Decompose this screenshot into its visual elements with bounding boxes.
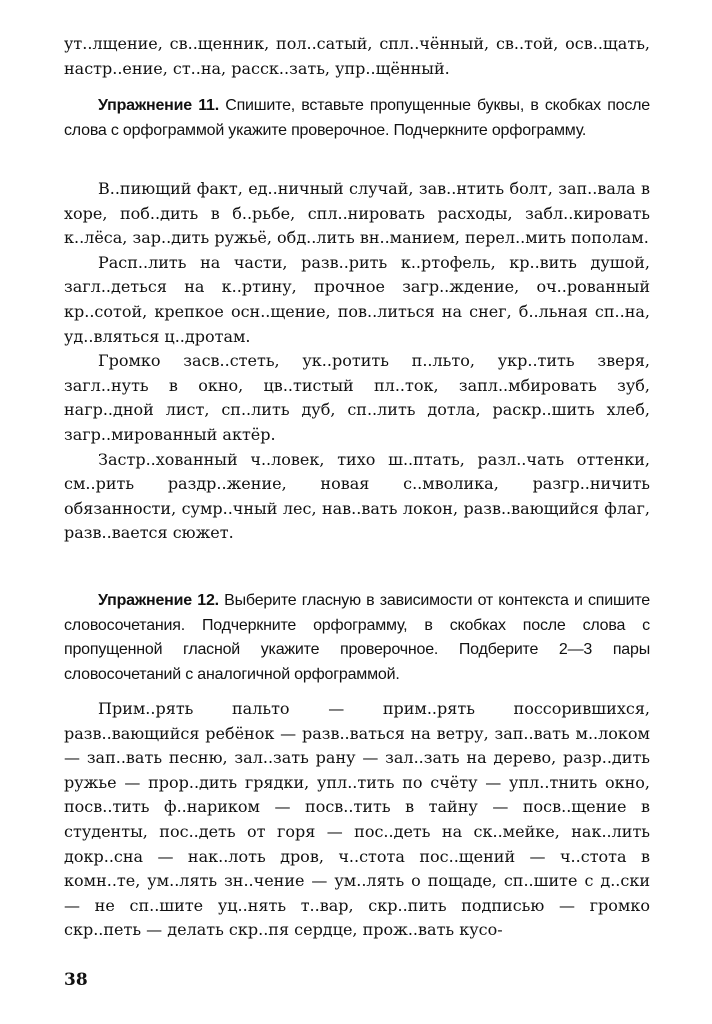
- exercise-12-paragraph-1: Прим..рять пальто — прим..рять поссорившихся, разв..вающийся ребёнок — разв..ваться на ветру, зап..вать м..локом — зап..вать песню, зал..зать рану — зал..зать на дерево, разр..дить ружье — прор..дить грядки, упл..тить по счёту — упл..тнить окно, посв..тить ф..нариком — посв..тить в тайну — посв..щение в студенты, пос..деть от горя — пос..деть на ск..мейке, нак..лить докр..сна — нак..лоть дров, ч..стота пос..щений — ч..стота в комн..те, ум..лять зн..чение — ум..лять о пощаде, сп..шите с д..ски — не сп..шите уц..нять т..вар, скр..пить подписью — громко скр..петь — делать скр..пя сердце, прож..вать кусо-: [64, 699, 650, 940]
- exercise-12-label: Упражнение 12.: [98, 592, 219, 609]
- page-number: 38: [64, 970, 88, 990]
- continued-paragraph-text: ут..лщение, св..щенник, пол..сатый, спл..чённый, св..той, осв..щать, настр..ение, ст..на, расск..зать, упр..щённый.: [64, 34, 650, 78]
- exercise-11-heading: [64, 94, 650, 143]
- exercise-11-paragraph-4: Застр..хованный ч..ловек, тихо ш..птать, разл..чать оттенки, см..рить раздр..жение, новая с..мволика, разгр..ничить обязанности, сумр..чный лес, нав..вать локон, разв..вающийся флаг, разв..вается сюжет.: [64, 449, 650, 543]
- exercise-12-body: [64, 697, 650, 943]
- exercise-12-instruction-paragraph: [64, 589, 650, 687]
- exercise-11-instruction-paragraph: [64, 94, 650, 143]
- exercise-11-paragraph-3: Громко засв..стеть, ук..ротить п..льто, укр..тить зверя, загл..нуть в окно, цв..тистый пл..ток, запл..мбировать зуб, нагр..дной лист, сп..лить дуб, сп..лить дотла, раскр..шить хлеб, загр..мированный актёр.: [64, 351, 650, 444]
- exercise-11-instruction: Спишите, вставьте пропущенные буквы, в скобках после слова с орфограммой укажите проверочное. Подчеркните орфограмму.: [64, 97, 650, 139]
- exercise-12-instruction: Выберите гласную в зависимости от контекста и спишите словосочетания. Подчеркните орфограмму, в скобках после слова с пропущенной гласной укажите проверочное. Подберите 2—3 пары словосочетаний с аналогичной орфограммой.: [64, 592, 650, 683]
- exercise-11-paragraph-1: В..пиющий факт, ед..ничный случай, зав..нтить болт, зап..вала в хоре, поб..дить в б..рьбе, спл..нировать расходы, забл..кировать к..лёса, зар..дить ружьё, обд..лить вн..манием, перел..мить пополам.: [64, 179, 650, 248]
- exercise-11-body: [64, 177, 650, 546]
- continued-paragraph: [64, 32, 650, 81]
- exercise-12-heading: [64, 589, 650, 687]
- exercise-11-label: Упражнение 11.: [98, 97, 219, 114]
- exercise-11-paragraph-2: Расп..лить на части, разв..рить к..ртофель, кр..вить душой, загл..деться на к..ртину, прочное загр..ждение, оч..рованный кр..сотой, крепкое осн..щение, пов..литься на снег, б..льная сп..на, уд..вляться ц..дротам.: [64, 252, 650, 346]
